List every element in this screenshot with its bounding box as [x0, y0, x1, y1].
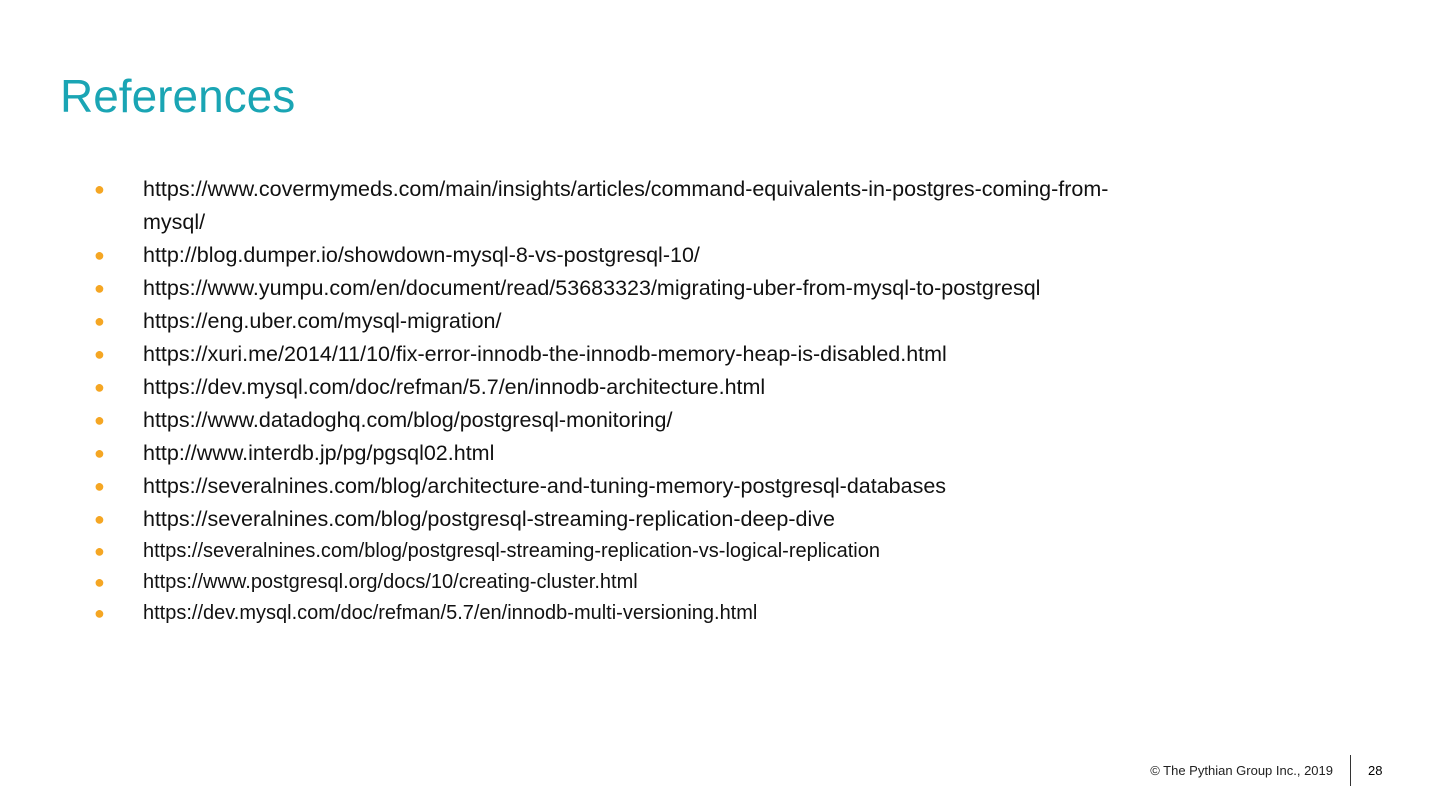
- reference-link[interactable]: https://severalnines.com/blog/postgresql-streaming-replication-deep-dive: [143, 507, 835, 531]
- references-list: [90, 173, 1120, 629]
- list-item[interactable]: [90, 305, 1120, 338]
- list-item[interactable]: [90, 567, 1120, 598]
- reference-link[interactable]: http://www.interdb.jp/pg/pgsql02.html: [143, 441, 495, 465]
- bullet-icon: ●: [94, 311, 105, 331]
- bullet-icon: ●: [94, 179, 105, 199]
- list-item[interactable]: [90, 437, 1120, 470]
- copyright-text: © The Pythian Group Inc., 2019: [1150, 763, 1333, 778]
- bullet-icon: ●: [94, 603, 105, 623]
- list-item[interactable]: [90, 503, 1120, 536]
- reference-link[interactable]: https://dev.mysql.com/doc/refman/5.7/en/innodb-architecture.html: [143, 375, 766, 399]
- reference-link[interactable]: https://severalnines.com/blog/postgresql-streaming-replication-vs-logical-replication: [143, 540, 880, 562]
- bullet-icon: ●: [94, 476, 105, 496]
- list-item[interactable]: [90, 536, 1120, 567]
- reference-link[interactable]: https://www.covermymeds.com/main/insights/articles/command-equivalents-in-postgres-coming-from-mysql/: [143, 177, 1109, 234]
- bullet-icon: ●: [94, 509, 105, 529]
- footer-divider: [1350, 755, 1351, 786]
- reference-link[interactable]: https://www.datadoghq.com/blog/postgresql-monitoring/: [143, 408, 673, 432]
- reference-link[interactable]: https://www.yumpu.com/en/document/read/53683323/migrating-uber-from-mysql-to-postgresql: [143, 276, 1041, 300]
- list-item[interactable]: [90, 272, 1120, 305]
- list-item[interactable]: [90, 470, 1120, 503]
- list-item[interactable]: [90, 338, 1120, 371]
- reference-link[interactable]: http://blog.dumper.io/showdown-mysql-8-vs-postgresql-10/: [143, 243, 700, 267]
- reference-link[interactable]: https://severalnines.com/blog/architecture-and-tuning-memory-postgresql-databases: [143, 474, 947, 498]
- bullet-icon: ●: [94, 245, 105, 265]
- bullet-icon: ●: [94, 410, 105, 430]
- reference-link[interactable]: https://xuri.me/2014/11/10/fix-error-innodb-the-innodb-memory-heap-is-disabled.html: [143, 342, 947, 366]
- reference-link[interactable]: https://eng.uber.com/mysql-migration/: [143, 309, 502, 333]
- bullet-icon: ●: [94, 541, 105, 561]
- list-item[interactable]: [90, 173, 1120, 239]
- list-item[interactable]: [90, 239, 1120, 272]
- list-item[interactable]: [90, 404, 1120, 437]
- bullet-icon: ●: [94, 443, 105, 463]
- reference-link[interactable]: https://dev.mysql.com/doc/refman/5.7/en/innodb-multi-versioning.html: [143, 602, 758, 624]
- list-item[interactable]: [90, 598, 1120, 629]
- reference-link[interactable]: https://www.postgresql.org/docs/10/creating-cluster.html: [143, 571, 638, 593]
- bullet-icon: ●: [94, 344, 105, 364]
- bullet-icon: ●: [94, 572, 105, 592]
- bullet-icon: ●: [94, 278, 105, 298]
- bullet-icon: ●: [94, 377, 105, 397]
- list-item[interactable]: [90, 371, 1120, 404]
- slide-title: References: [60, 70, 296, 122]
- page-number: 28: [1368, 763, 1383, 778]
